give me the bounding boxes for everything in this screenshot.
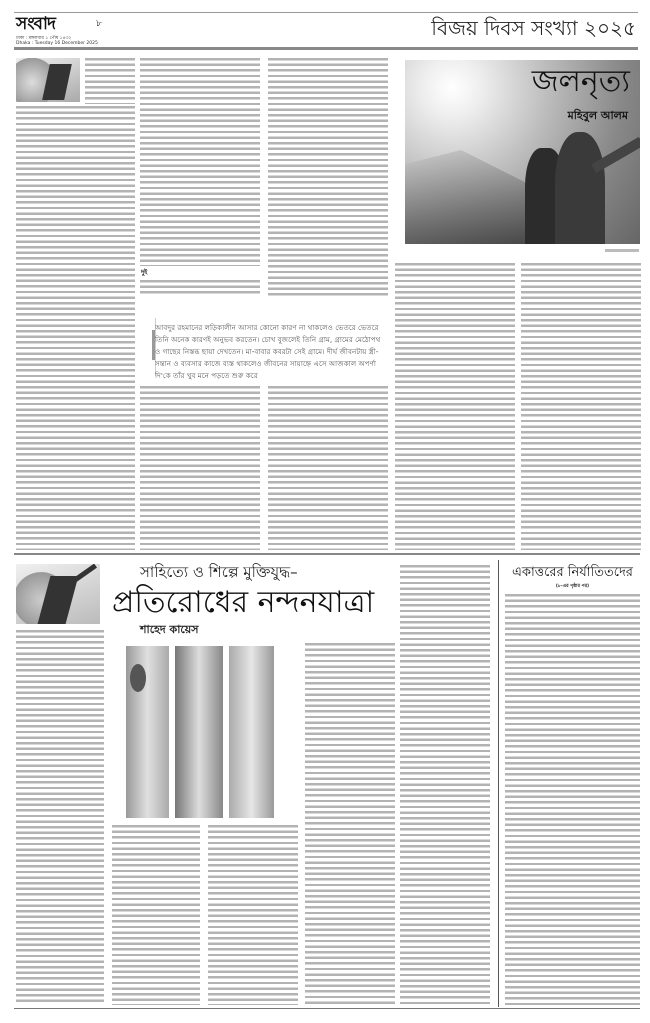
story1-column-2-mid xyxy=(140,280,260,297)
story2-column-1 xyxy=(16,630,104,1005)
sculpture-photo-1 xyxy=(126,646,169,818)
story2-title: প্রতিরোধের নন্দনযাত্রা xyxy=(112,585,375,620)
top-rule xyxy=(14,12,638,13)
date-english: Dhaka : Tuesday 16 December 2025 xyxy=(16,41,98,46)
story1-title: জলনৃত্য xyxy=(531,64,630,99)
bottom-rule xyxy=(14,1008,640,1009)
header-rule xyxy=(14,47,638,50)
section-title: বিজয় দিবস সংখ্যা ২০২৫ xyxy=(431,16,636,40)
story1-column-3-bottom xyxy=(268,386,388,550)
newspaper-logo: সংবাদ xyxy=(16,14,55,34)
story2-column-5 xyxy=(400,565,490,1005)
story2-column-3 xyxy=(208,825,298,1005)
page-number: ৮ xyxy=(96,19,102,29)
sculpture-photo-2 xyxy=(175,646,223,818)
story3-continued-label: (৮-এর পৃষ্ঠার পর) xyxy=(555,584,590,589)
thumbnail-image-statue xyxy=(16,58,80,102)
section-divider xyxy=(14,553,640,555)
story3-title: একাত্তরের নির্যাতিতদের xyxy=(512,565,633,580)
story2-column-2 xyxy=(112,825,200,1005)
story2-kicker: সাহিত্যে ও শিল্পে মুক্তিযুদ্ধ– xyxy=(140,563,298,581)
story1-column-1-intro xyxy=(85,58,135,104)
dateline xyxy=(16,36,98,46)
sculpture-photo-3 xyxy=(229,646,274,818)
story1-author: মহিবুল আলম xyxy=(567,109,628,122)
story1-column-5 xyxy=(521,263,641,550)
story2-author: শাহেদ কায়েস xyxy=(140,623,199,636)
date-bengali: ঢাকা : মঙ্গলবার ১ পৌষ ১৪৩২ xyxy=(16,36,72,41)
thumbnail-image-freedom-fighters xyxy=(16,564,100,624)
story2-column-4 xyxy=(305,643,395,1005)
column-divider xyxy=(498,560,499,1007)
story1-column-2-bottom xyxy=(140,386,260,550)
story1-column-3-top xyxy=(268,58,388,298)
pull-quote: আবদুর রহমানের লড়িকালীন আসার কোনো কারণ না থাকলেও ভেতরে ভেতরে তিনি অনেক কারণই অনুভব করতেন। চোখ বুজলেই তিনি গ্রাম, গ্রামের মেঠোপথ ও গাছের নিস্তব্ধ ছায়া দেখতেন। মা-বাবার কবরটা সেই গ্রামে। দীর্ঘ জীবনটায় স্ত্রী-সন্তান ও ব্যবসার কাজে ব্যস্ত থাকলেও জীবনের সায়াহ্নে এসে আজকাল অপর্ণা দি'কে তাঁর খুব মনে পড়তে শুরু করে xyxy=(155,323,381,380)
story3-column xyxy=(505,594,640,1005)
story1-column-1 xyxy=(16,106,135,550)
story1-column-2-top xyxy=(140,58,260,266)
story1-illustration xyxy=(405,60,640,244)
story1-subhead: দুই xyxy=(141,269,148,276)
photo-credit xyxy=(605,249,639,252)
story1-column-4 xyxy=(395,263,515,550)
